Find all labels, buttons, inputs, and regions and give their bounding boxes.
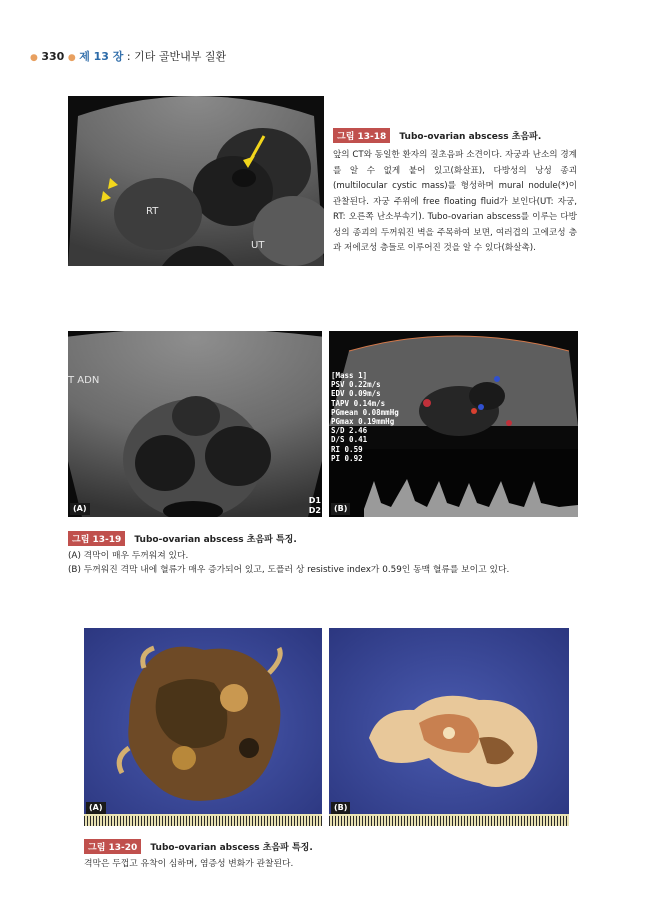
panel-label: (B) — [331, 802, 350, 814]
running-header — [30, 48, 226, 64]
fig18-ultrasound-image — [68, 96, 324, 266]
chapter-title: : 기타 골반내부 질환 — [126, 50, 227, 63]
label-ut: UT — [251, 240, 265, 251]
label-rt: RT — [146, 206, 159, 217]
page-number: 330 — [41, 50, 65, 63]
figure-title: Tubo-ovarian abscess 초음파. — [399, 132, 542, 142]
overlay-adn-label: T ADN — [68, 375, 100, 386]
fig20-caption — [84, 835, 574, 871]
specimen-drawing-b — [329, 628, 569, 826]
panel-label: (B) — [331, 503, 350, 515]
fig20-panel-a-photo — [84, 628, 322, 826]
panel-label: (A) — [70, 503, 90, 515]
readout-line: [Mass 1] — [331, 371, 368, 380]
readout-line: TAPV 0.14m/s — [331, 398, 386, 408]
readout-line: D/S 0.41 — [331, 435, 368, 445]
bullet-icon: ● — [30, 53, 38, 63]
readout-line: PGmean 0.08mmHg — [331, 407, 399, 417]
specimen-drawing-a — [84, 628, 322, 826]
bullet-icon: ● — [67, 53, 76, 63]
fig19-panel-b-image — [329, 331, 578, 517]
fig18-caption — [333, 124, 577, 257]
readout-line: PGmax 0.19mmHg — [331, 417, 395, 427]
marker-d1: D1 — [308, 496, 321, 505]
scale-ruler — [84, 814, 322, 826]
fig19-panel-a-image — [68, 331, 322, 517]
fig20-panel-b-photo — [329, 628, 569, 826]
chapter-label: 제 13 장 — [79, 50, 124, 63]
figure-tag: 그림 13-18 — [333, 128, 390, 143]
readout-line: RI 0.59 — [331, 444, 363, 454]
figure-tag: 그림 13-20 — [84, 839, 141, 854]
panel-label: (A) — [86, 802, 106, 814]
figure-title: Tubo-ovarian abscess 초음파 특징. — [150, 843, 313, 853]
fig19a-ultrasound-drawing — [68, 331, 322, 517]
readout-line: EDV 0.09m/s — [331, 389, 381, 399]
figure-line: 격막은 두껍고 유착이 심하며, 염증성 변화가 관찰된다. — [84, 859, 294, 869]
readout-line: PSV 0.22m/s — [331, 380, 381, 390]
scale-ruler — [329, 814, 569, 826]
figure-line: (A) 격막이 매우 두꺼워져 있다. — [68, 551, 189, 561]
marker-d2: D2 — [308, 506, 321, 515]
fig18-ultrasound-drawing — [68, 96, 324, 266]
readout-line: PI 0.92 — [331, 453, 363, 463]
figure-tag: 그림 13-19 — [68, 531, 125, 546]
fig19-caption — [68, 527, 578, 577]
figure-line: (B) 두꺼워진 격막 내에 혈류가 매우 증가되어 있고, 도플러 상 resistive index가 0.59인 동맥 혈류를 보이고 있다. — [68, 565, 510, 575]
readout-line: S/D 2.46 — [331, 426, 368, 436]
figure-title: Tubo-ovarian abscess 초음파 특징. — [134, 535, 297, 545]
figure-description: 앞의 CT와 동일한 환자의 질초음파 소견이다. 자궁과 난소의 경계를 알 수 없게 붙어 있고(화살표), 다방성의 낭성 종괴(multilocular cystic mass)를 형성하며 mural nodule(*)이 관찰된다. 자궁 주위에 free floating fluid가 보인다(UT: 자궁, RT: 오른쪽 난소부속기). Tubo-ovarian abscess를 이루는 다방성의 종괴의 두꺼워진 벽을 주목하여 보면, 여러겹의 고에코성 층과 저에코성 층들로 이루어진 것을 알 수 있다(화살촉). — [333, 150, 577, 253]
doppler-readout — [331, 371, 399, 463]
